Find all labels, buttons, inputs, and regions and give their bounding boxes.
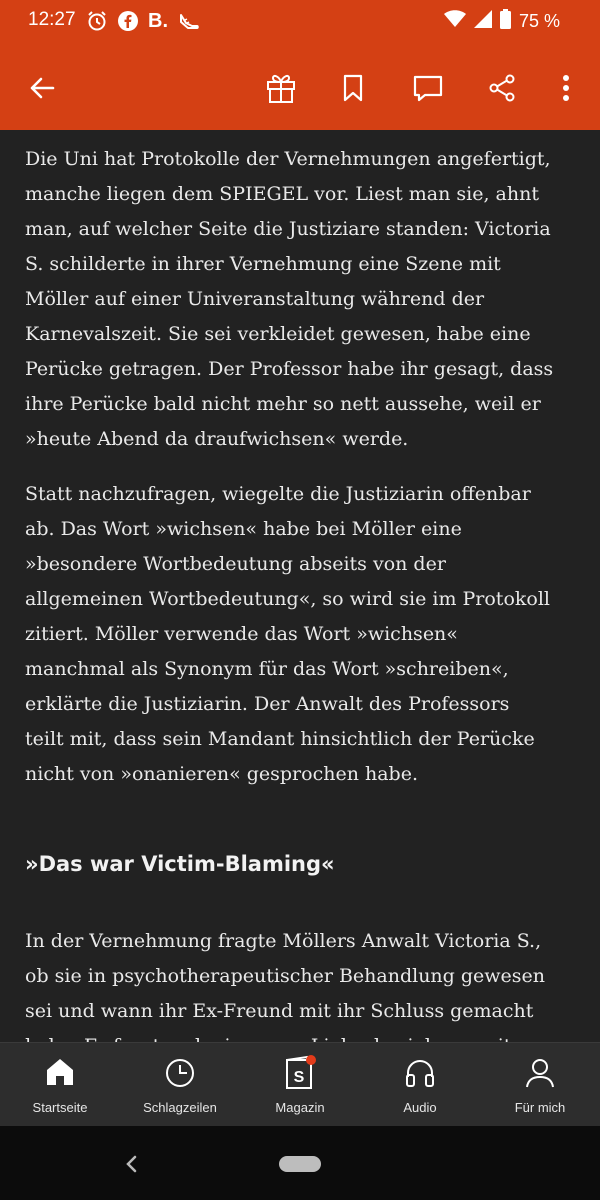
nav-label: Schlagzeilen (143, 1100, 217, 1115)
text-line: »heute Abend da draufwichsen« werde. (25, 428, 409, 450)
wifi-icon (444, 10, 466, 33)
svg-text:S: S (293, 1069, 305, 1086)
signal-icon (474, 10, 492, 33)
bookmark-button[interactable] (331, 66, 375, 110)
article-body[interactable] (0, 130, 600, 1042)
app-bar (0, 44, 600, 130)
text-line: S. schilderte in ihrer Vernehmung eine Szene mit (25, 253, 501, 275)
text-line: erklärte die Justiziarin. Der Anwalt des Professors (25, 693, 510, 715)
text-line: man, auf welcher Seite die Justiziare standen: Victoria (25, 218, 551, 240)
text-line: ab. Das Wort »wichsen« habe bei Möller eine (25, 518, 462, 540)
text-line: nicht von »onanieren« gesprochen habe. (25, 763, 418, 785)
battery-level: 75 % (518, 11, 560, 31)
sneaker-icon (178, 11, 200, 31)
text-line: ihre Perücke bald nicht mehr so nett aussehe, weil er (25, 393, 541, 415)
bookmark-icon (342, 74, 364, 102)
clock-icon (164, 1057, 196, 1089)
paragraph-2 (25, 477, 580, 792)
text-line: Statt nachzufragen, wiegelte die Justiziarin offenbar (25, 483, 531, 505)
nav-item-magazin[interactable] (240, 1043, 360, 1127)
nav-label: Audio (403, 1100, 437, 1115)
nav-label: Startseite (32, 1100, 88, 1115)
booking-icon: B. (148, 10, 168, 32)
status-bar (0, 0, 600, 44)
chevron-left-icon (118, 1150, 146, 1178)
text-line: Die Uni hat Protokolle der Vernehmungen angefertigt, (25, 148, 551, 170)
nav-item-audio[interactable] (360, 1043, 480, 1127)
text-line: »besondere Wortbedeutung abseits von der (25, 553, 446, 575)
bottom-navigation (0, 1042, 600, 1127)
text-line: teilt mit, dass sein Mandant hinsichtlich der Perücke (25, 728, 535, 750)
text-line: manche liegen dem SPIEGEL vor. Liest man sie, ahnt (25, 183, 539, 205)
text-line: allgemeinen Wortbedeutung«, so wird sie im Protokoll (25, 588, 550, 610)
nav-label: Für mich (514, 1100, 566, 1115)
alarm-icon (86, 10, 108, 32)
battery-icon (500, 9, 511, 34)
back-arrow-icon (28, 74, 56, 102)
text-line: manchmal als Synonym für das Wort »schreiben«, (25, 658, 509, 680)
share-icon (488, 74, 516, 102)
gift-icon (266, 72, 296, 104)
system-navigation-bar (0, 1126, 600, 1200)
text-line: In der Vernehmung fragte Möllers Anwalt Victoria S., (25, 930, 542, 952)
section-heading: »Das war Victim-Blaming« (25, 852, 335, 876)
text-line: sei und wann ihr Ex-Freund mit ihr Schluss gemacht (25, 1000, 534, 1022)
home-icon (44, 1057, 76, 1087)
system-back-button[interactable] (118, 1150, 146, 1178)
gift-button[interactable] (259, 66, 303, 110)
nav-label: Magazin (275, 1100, 325, 1115)
comment-icon (413, 74, 443, 102)
text-line: zitiert. Möller verwende das Wort »wichsen« (25, 623, 458, 645)
nav-item-fuer-mich[interactable] (480, 1043, 600, 1127)
text-line: Möller auf einer Univeranstaltung während der (25, 288, 485, 310)
status-time: 12:27 (28, 9, 76, 30)
notification-badge (306, 1055, 316, 1065)
share-button[interactable] (480, 66, 524, 110)
system-home-pill[interactable] (279, 1156, 321, 1172)
more-vert-icon (562, 75, 570, 101)
person-icon (524, 1057, 556, 1089)
text-line: Karnevalszeit. Sie sei verkleidet gewesen, habe eine (25, 323, 531, 345)
back-button[interactable] (20, 66, 64, 110)
text-line: Perücke getragen. Der Professor habe ihr gesagt, dass (25, 358, 554, 380)
nav-item-startseite[interactable] (0, 1043, 120, 1127)
paragraph-1 (25, 142, 580, 457)
comment-button[interactable] (406, 66, 450, 110)
text-line: ob sie in psychotherapeutischer Behandlung gewesen (25, 965, 546, 987)
headphones-icon (404, 1057, 436, 1089)
more-options-button[interactable] (544, 66, 588, 110)
facebook-icon (118, 11, 138, 31)
nav-item-schlagzeilen[interactable] (120, 1043, 240, 1127)
magazine-icon (283, 1055, 317, 1089)
